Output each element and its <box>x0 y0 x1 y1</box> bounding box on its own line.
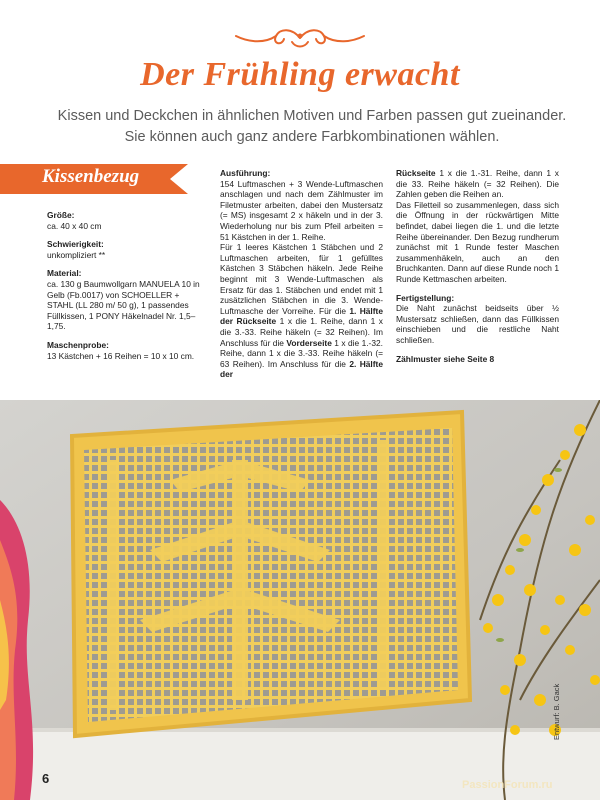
difficulty-value: unkompliziert ** <box>47 249 106 260</box>
page-subtitle: Kissen und Deckchen in ähnlichen Motiven und Farben passen gut zueinander. Sie können auch ganz andere Farbkombinationen wählen. <box>57 108 567 145</box>
finishing-label: Fertigstellung: <box>396 292 455 303</box>
design-credit: Entwurf: B. Gack <box>552 683 561 740</box>
gauge-label: Maschenprobe: <box>47 339 109 350</box>
finishing-column <box>396 168 559 364</box>
instructions-paragraph-2: Für 1 leeres Kästchen 1 Stäbchen und 2 Luftmaschen arbeiten, für 1 gefülltes Kästchen 3 Stäbchen häkeln. Jede Reihe beginnt mit 3 Wende-Luftmaschen als Ersatz für das 1. Stäbchen und endet mit 1 zusätzlichen Stäbchen in die 3. Wende-Luftmasche der Vorreihe. Für die 1. Hälfte der Rückseite 1 x die 1. Reihe, dann 1 x die 3.-33. Reihe häkeln (= 32 Reihen). Im Anschluss für die Vorderseite 1 x die 1.-32. Reihe, dann 1 x die 3.-33. Reihe häkeln (= 63 Reihen). Im Anschluss für die 2. Hälfte der <box>220 242 383 380</box>
difficulty-label: Schwierigkeit: <box>47 239 104 250</box>
size-value: ca. 40 x 40 cm <box>47 220 102 231</box>
cushion-photo <box>0 400 600 800</box>
size-label: Größe: <box>47 210 75 220</box>
watermark-text: PassionForum.ru <box>462 779 553 791</box>
instructions-column <box>220 168 383 380</box>
back-paragraph: Rückseite 1 x die 1.-31. Reihe, dann 1 x die 33. Reihe häkeln (= 32 Reihen). Die Zahlen geben die Reihen an. <box>396 168 559 200</box>
section-banner-label: Kissenbezug <box>42 166 140 187</box>
assembly-paragraph: Das Filetteil so zusammenlegen, dass sich die Öffnung in der rückwärtigen Mitte befindet, dabei liegen die 1. und die letzte Reihe übereinander. Den Bezug rundherum zunächst mit 1 Runde fester Maschen zusammenhäkeln, auch an den Bruchkanten. Dann auf diese Runde noch 1 Runde Kettmaschen arbeiten. <box>396 199 559 284</box>
material-label: Material: <box>47 268 82 279</box>
instructions-paragraph-1: 154 Luftmaschen + 3 Wende-Luftmaschen anschlagen und nach dem Zählmuster im Filetmuster arbeiten, dabei den Mustersatz (= MS) insgesamt 2 x häkeln und in der 3. Wiederholung nur bis zum Pfeil arbeiten = 51 Kästchen in der 1. Reihe. <box>220 178 383 242</box>
materials-column <box>47 210 205 369</box>
page-title: Der Frühling erwacht <box>140 56 460 93</box>
section-banner <box>0 164 188 194</box>
header-ornament-icon <box>232 24 368 50</box>
material-value: ca. 130 g Baumwollgarn MANUELA 10 in Gelb (Fb.0017) von SCHOELLER + STAHL (LL 280 m/ 50 g), 1 passendes Füllkissen, 1 PONY Häkelnadel Nr. 1,5–1,75. <box>47 278 200 332</box>
finishing-value: Die Naht zunächst beidseits über ½ Mustersatz schließen, dann das Füllkissen einschieben und die restliche Naht schließen. <box>396 303 559 345</box>
instructions-heading: Ausführung: <box>220 168 271 178</box>
gauge-value: 13 Kästchen + 16 Reihen = 10 x 10 cm. <box>47 350 195 361</box>
page-number: 6 <box>42 771 50 786</box>
chart-reference: Zählmuster siehe Seite 8 <box>396 353 495 364</box>
